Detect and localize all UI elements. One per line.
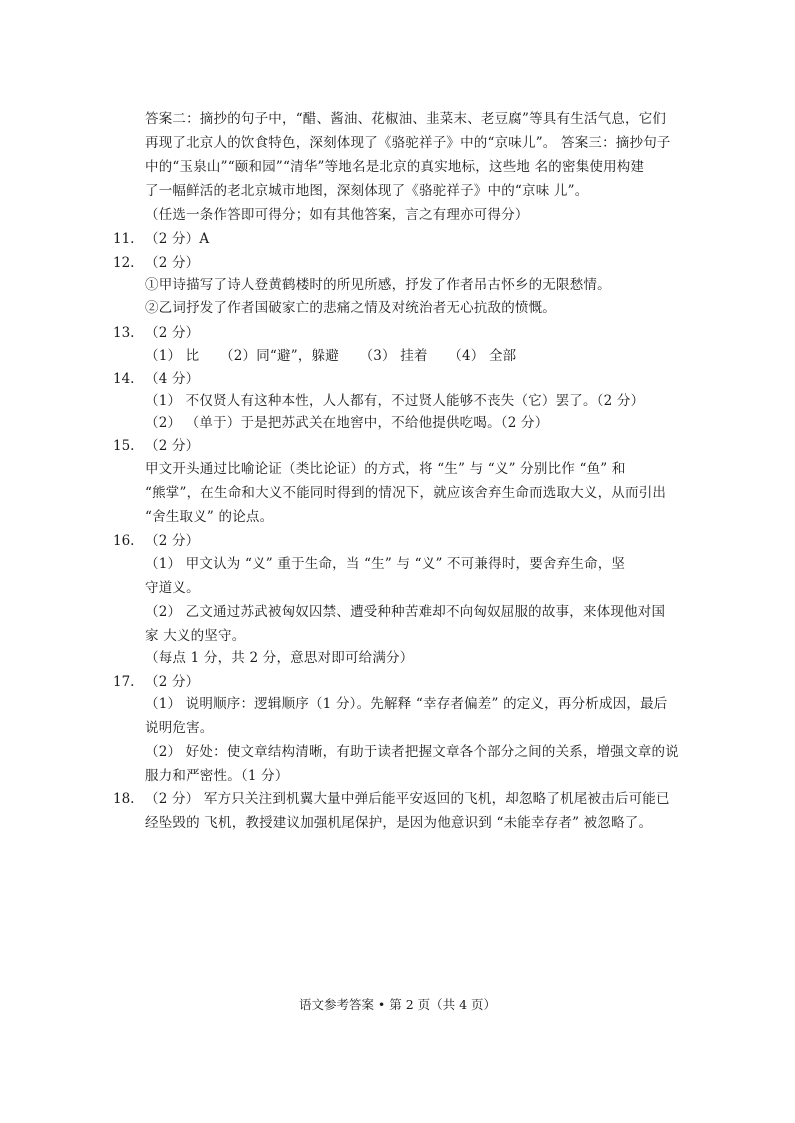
answer-2-line-2: 再现了北京人的饮食特色，深刻体现了《骆驼祥子》中的“京味儿”。 答案三：摘抄句子 bbox=[145, 135, 671, 151]
question-12-line-1: ①甲诗描写了诗人登黄鹤楼时的所见所感，抒发了作者吊古怀乡的无限愁情。 bbox=[145, 277, 611, 293]
question-16-line-4: 家 大义的坚守。 bbox=[145, 628, 246, 644]
question-15-line-2: “熊掌”，在生命和大义不能同时得到的情况下，就应该舍弃生命而选取大义，从而引出 bbox=[145, 485, 667, 501]
question-16-number: 16. bbox=[113, 533, 135, 549]
question-15-number: 15. bbox=[113, 438, 135, 454]
question-15-line-1: 甲文开头通过比喻论证（类比论证）的方式，将 “生” 与 “义” 分别比作 “鱼” 和 bbox=[145, 461, 626, 477]
page-footer: 语文参考答案 • 第 2 页（共 4 页） bbox=[298, 997, 497, 1012]
question-16-line-1: （1） 甲文认为 “义” 重于生命，当 “生” 与 “义” 不可兼得时，要舍弃生命，坚 bbox=[145, 556, 626, 572]
question-16-note: （每点 1 分，共 2 分，意思对即可给满分） bbox=[145, 650, 414, 666]
answer-2-line-1: 答案二：摘抄的句子中，“醋、酱油、花椒油、韭菜末、老豆腐”等具有生活气息，它们 bbox=[145, 111, 667, 127]
question-14-score: （4 分） bbox=[145, 371, 200, 387]
question-17-line-3: （2） 好处：使文章结构清晰，有助于读者把握文章各个部分之间的关系，增强文章的说 bbox=[145, 744, 679, 760]
question-18-number: 18. bbox=[113, 791, 135, 807]
question-13-score: （2 分） bbox=[145, 325, 200, 341]
question-15-score: （2 分） bbox=[145, 438, 200, 454]
question-17-line-4: 服力和严密性。（1 分） bbox=[145, 768, 289, 784]
answer-2-line-4: 了一幅鲜活的老北京城市地图，深刻体现了《骆驼祥子》中的“京味 儿”。 bbox=[145, 183, 589, 199]
question-17-number: 17. bbox=[113, 674, 135, 690]
question-12-line-2: ②乙词抒发了作者国破家亡的悲痛之情及对统治者无心抗敌的愤慨。 bbox=[145, 300, 556, 316]
question-14-line-2: （2） （单于）于是把苏武关在地窖中，不给他提供吃喝。（2 分） bbox=[145, 415, 549, 431]
question-12-score: （2 分） bbox=[145, 255, 200, 271]
question-16-line-3: （2） 乙文通过苏武被匈奴囚禁、遭受种种苦难却不向匈奴屈服的故事，来体现他对国 bbox=[145, 604, 666, 620]
question-16-line-2: 守道义。 bbox=[145, 580, 200, 596]
question-16-score: （2 分） bbox=[145, 533, 200, 549]
question-13-line-1: （1） 比 （2）同“避”，躲避 （3） 挂着 （4） 全部 bbox=[145, 348, 517, 364]
question-17-score: （2 分） bbox=[145, 674, 200, 690]
question-15-line-3: “舍生取义” 的论点。 bbox=[145, 509, 274, 525]
question-12-number: 12. bbox=[113, 255, 135, 271]
answer-2-line-3: 中的“玉泉山”“颐和园”“清华”等地名是北京的真实地标，这些地 名的密集使用构建 bbox=[145, 159, 645, 175]
question-11-number: 11. bbox=[113, 231, 135, 247]
question-13-number: 13. bbox=[113, 325, 135, 341]
question-14-number: 14. bbox=[113, 371, 135, 387]
question-18-line-2: 经坠毁的 飞机，教授建议加强机尾保护，是因为他意识到 “未能幸存者” 被忽略了。 bbox=[145, 815, 653, 831]
question-11-answer: （2 分）A bbox=[145, 231, 210, 247]
question-17-line-2: 说明危害。 bbox=[145, 720, 214, 736]
question-17-line-1: （1） 说明顺序：逻辑顺序（1 分）。先解释 “幸存者偏差” 的定义，再分析成因，最后 bbox=[145, 696, 668, 712]
question-14-line-1: （1） 不仅贤人有这种本性，人人都有，不过贤人能够不丧失（它）罢了。（2 分） bbox=[145, 393, 645, 409]
question-18-line-1: （2 分） 军方只关注到机翼大量中弹后能平安返回的飞机，却忽略了机尾被击后可能已 bbox=[145, 791, 670, 807]
answer-2-note: （任选一条作答即可得分；如有其他答案，言之有理亦可得分） bbox=[145, 207, 529, 223]
